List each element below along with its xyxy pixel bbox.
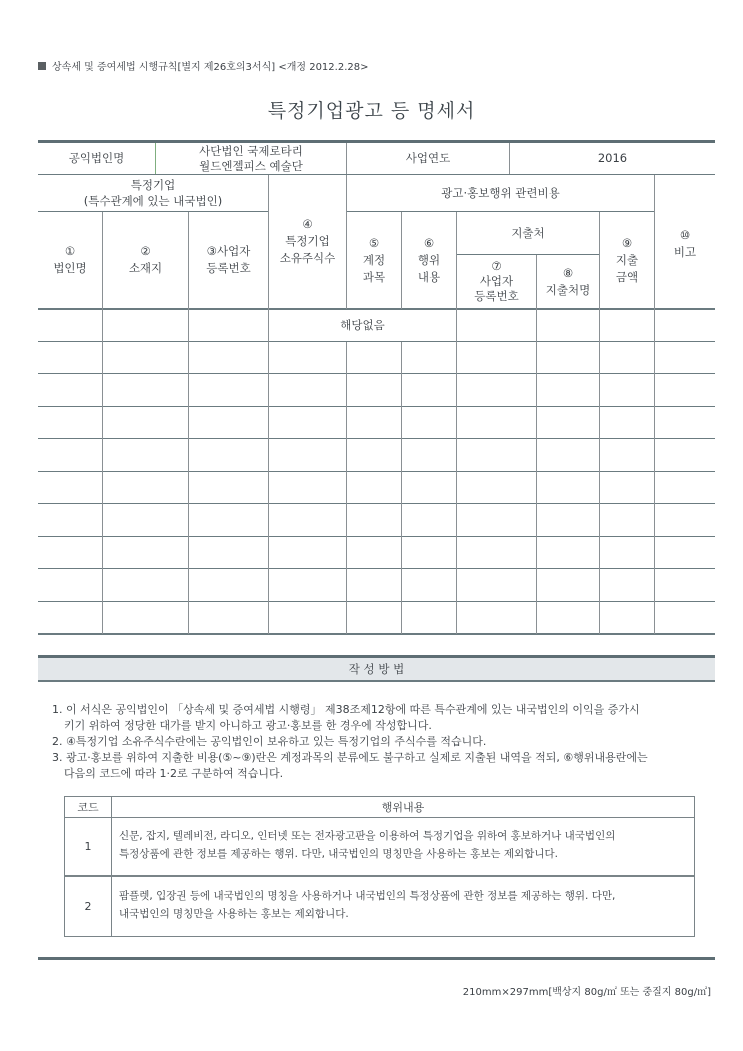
header-text: 사업자 bbox=[479, 274, 514, 288]
instruction-item-1: 1. 이 서식은 공익법인이 「상속세 및 증여세법 시행령」 제38조제12항에 따른 특수관계에 있는 내국법인의 이익을 증가시 bbox=[52, 703, 640, 716]
row-divider bbox=[38, 503, 715, 504]
page-bottom-border bbox=[38, 957, 715, 960]
header-text: 특정기업 bbox=[130, 178, 176, 192]
header-text: (특수관계에 있는 내국법인) bbox=[83, 194, 223, 208]
header-num: ⑩ bbox=[679, 228, 691, 242]
instruction-item-2: 2. ④특정기업 소유주식수란에는 공익법인이 보유하고 있는 특정기업의 주식수를 적습니다. bbox=[52, 735, 487, 748]
header-text: 비고 bbox=[673, 245, 697, 259]
table-row-note: 해당없음 bbox=[340, 318, 385, 332]
code-col-header: 코드 bbox=[77, 800, 99, 814]
header-text: 계정 bbox=[362, 252, 386, 267]
header-text: 과목 bbox=[362, 269, 386, 284]
code-description bbox=[119, 827, 691, 863]
form-reference-text: 상속세 및 증여세법 시행규칙[별지 제26호의3서식] <개정 2012.2.28> bbox=[52, 62, 369, 73]
row-divider bbox=[38, 438, 715, 439]
col-header-account bbox=[347, 212, 401, 308]
row-divider bbox=[38, 341, 715, 342]
col-header-corp-name bbox=[38, 212, 102, 308]
header-num: ① bbox=[64, 244, 76, 258]
col-header-payee-reg-no bbox=[457, 255, 536, 308]
org-name-line: 사단법인 국제로타리 bbox=[199, 143, 303, 158]
paper-spec: 210mm×297mm[백상지 80g/㎡ 또는 중질지 80g/㎡] bbox=[462, 987, 711, 998]
col-header-payee-name bbox=[537, 255, 599, 308]
row-divider bbox=[38, 568, 715, 569]
col-header-biz-reg-no bbox=[189, 212, 268, 308]
header-num: ⑧ bbox=[562, 265, 574, 280]
header-num: ⑤ bbox=[368, 235, 380, 250]
header-text: 등록번호 bbox=[474, 289, 519, 303]
specific-company-group-header bbox=[38, 175, 268, 211]
code-value: 1 bbox=[84, 840, 92, 853]
divider bbox=[65, 875, 694, 877]
col-header-shares bbox=[269, 175, 346, 308]
instructions-heading: 작 성 방 법 bbox=[38, 658, 715, 680]
divider bbox=[401, 342, 402, 634]
org-name-line: 월드엔젤피스 예술단 bbox=[199, 158, 303, 173]
header-num: ⑦ bbox=[491, 259, 502, 273]
code-description bbox=[119, 887, 691, 923]
org-name-value bbox=[156, 143, 346, 174]
row-divider bbox=[38, 601, 715, 602]
instruction-item-1-cont: 키기 위하여 정당한 대가를 받지 아니하고 광고·홍보를 한 경우에 작성합니다. bbox=[64, 719, 432, 732]
org-name-label: 공익법인명 bbox=[68, 151, 125, 165]
fiscal-year-value: 2016 bbox=[597, 151, 628, 165]
header-num: ② bbox=[140, 244, 151, 258]
code-description-line: 내국법인의 명칭만을 사용하는 홍보는 제외합니다. bbox=[119, 908, 349, 920]
code-value: 2 bbox=[84, 900, 92, 913]
row-divider bbox=[38, 406, 715, 407]
divider bbox=[346, 342, 347, 634]
header-text: 금액 bbox=[615, 269, 639, 284]
header-text: 소재지 bbox=[128, 261, 163, 275]
header-num: ⑥ bbox=[423, 235, 435, 250]
header-text: 내용 bbox=[417, 269, 441, 284]
code-table bbox=[64, 796, 695, 937]
page-title: 특정기업광고 등 명세서 bbox=[267, 100, 476, 122]
fiscal-year-label: 사업연도 bbox=[405, 151, 451, 165]
form-reference bbox=[38, 58, 368, 73]
instruction-item-3: 3. 광고·홍보를 위하여 지출한 비용(⑤~⑨)란은 계정과목의 분류에도 불구하고 실제로 지출된 내역을 적되, ⑥행위내용란에는 bbox=[52, 751, 648, 764]
row-divider bbox=[38, 536, 715, 537]
header-text: 행위 bbox=[417, 252, 441, 267]
header-text: 법인명 bbox=[53, 261, 87, 275]
content-col-header: 행위내용 bbox=[381, 800, 425, 814]
code-description-line: 특정상품에 관한 정보를 제공하는 행위. 다만, 내국법인의 명칭만을 사용하는 홍보는 제외합니다. bbox=[119, 848, 558, 860]
code-description-line: 팜플렛, 입장권 등에 내국법인의 명칭을 사용하거나 내국법인의 특정상품에 관한 정보를 제공하는 행위. 다만, bbox=[119, 890, 616, 902]
header-text: 지출처명 bbox=[545, 282, 591, 297]
header-text: ③사업자 bbox=[206, 244, 251, 258]
instructions-list bbox=[52, 702, 720, 782]
header-text: 특정기업 bbox=[285, 234, 330, 248]
table-bottom-border bbox=[38, 633, 715, 635]
header-num: ④ bbox=[302, 217, 313, 231]
divider bbox=[536, 255, 537, 634]
col-header-location bbox=[103, 212, 188, 308]
row-divider bbox=[38, 373, 715, 374]
divider bbox=[65, 817, 694, 818]
col-header-amount bbox=[600, 212, 654, 308]
divider bbox=[38, 680, 715, 682]
header-text: 소유주식수 bbox=[279, 251, 336, 265]
row-divider bbox=[38, 471, 715, 472]
ad-cost-group-header: 광고·홍보행위 관련비용 bbox=[441, 185, 560, 200]
header-text: 등록번호 bbox=[206, 261, 251, 275]
col-header-remarks bbox=[655, 175, 715, 308]
col-header-act-content bbox=[402, 212, 456, 308]
code-description-line: 신문, 잡지, 텔레비전, 라디오, 인터넷 또는 전자광고판을 이용하여 특정기업을 위하여 홍보하거나 내국법인의 bbox=[119, 830, 616, 842]
instruction-item-3-cont: 다음의 코드에 따라 1·2로 구분하여 적습니다. bbox=[64, 767, 284, 780]
square-bullet-icon bbox=[38, 62, 46, 70]
col-header-payee-group: 지출처 bbox=[511, 225, 545, 240]
header-text: 지출 bbox=[615, 252, 639, 267]
header-num: ⑨ bbox=[621, 235, 633, 250]
